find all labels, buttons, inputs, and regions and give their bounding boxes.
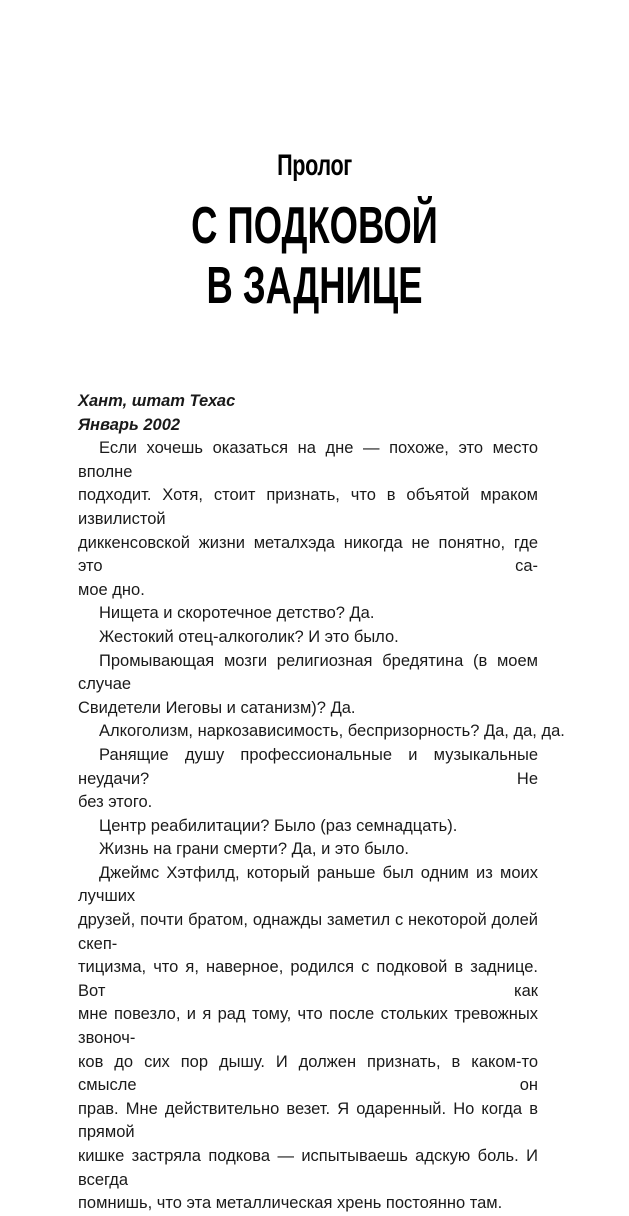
text-line: прав. Мне действительно везет. Я одаренный. Но когда в прямой <box>78 1099 538 1142</box>
chapter-title <box>94 196 534 316</box>
dateline-date: Январь 2002 <box>78 415 181 434</box>
paragraph <box>78 650 538 721</box>
text-line: ков до сих пор дышу. И должен признать, в каком-то смысле он <box>78 1052 538 1095</box>
dateline-place: Хант, штат Техас <box>78 392 236 410</box>
paragraph <box>78 815 538 839</box>
text-line: кишке застряла подкова — испытываешь адскую боль. И всегда <box>78 1147 538 1189</box>
paragraph <box>78 626 538 650</box>
chapter-kicker: Пролог <box>277 149 352 182</box>
text-line: Свидетели Иеговы и сатанизм)? Да. <box>78 698 356 717</box>
paragraph <box>78 744 538 815</box>
text-line: без этого. <box>78 793 153 812</box>
text-line: друзей, почти братом, однажды заметил с некоторой долей скеп- <box>78 911 538 953</box>
text-line: Алкоголизм, наркозависимость, беспризорность? Да, да, да. <box>99 722 565 741</box>
paragraph <box>78 602 538 626</box>
text-line: Нищета и скоротечное детство? Да. <box>99 604 375 623</box>
text-line: тицизма, что я, наверное, родился с подковой в заднице. Вот как <box>78 958 538 1000</box>
text-line: мне повезло, и я рад тому, что после стольких тревожных звоноч- <box>78 1005 538 1048</box>
text-line: Джеймс Хэтфилд, который раньше был одним из моих лучших <box>78 863 538 906</box>
text-line: Промывающая мозги религиозная бредятина (в моем случае <box>78 651 538 694</box>
text-line: Центр реабилитации? Было (раз семнадцать). <box>99 816 458 835</box>
chapter-title-line: В ЗАДНИЦЕ <box>206 257 423 315</box>
text-line: помнишь, что эта металлическая хрень постоянно там. <box>78 1194 503 1213</box>
chapter-body <box>78 390 565 1216</box>
paragraph <box>78 720 565 744</box>
paragraph <box>78 437 538 602</box>
text-line: мое дно. <box>78 580 145 599</box>
paragraph <box>78 862 538 1216</box>
text-line: подходит. Хотя, стоит признать, что в объятой мраком извилистой <box>78 486 538 528</box>
paragraph <box>78 838 538 862</box>
text-line: диккенсовской жизни металхэда никогда не понятно, где это са- <box>78 533 538 576</box>
text-line: Жестокий отец-алкоголик? И это было. <box>99 627 399 646</box>
text-line: Ранящие душу профессиональные и музыкальные неудачи? Не <box>78 745 538 788</box>
chapter-title-line: С ПОДКОВОЙ <box>191 197 438 255</box>
text-line: Жизнь на грани смерти? Да, и это было. <box>99 840 409 859</box>
text-line: Если хочешь оказаться на дне — похоже, это место вполне <box>78 439 538 481</box>
